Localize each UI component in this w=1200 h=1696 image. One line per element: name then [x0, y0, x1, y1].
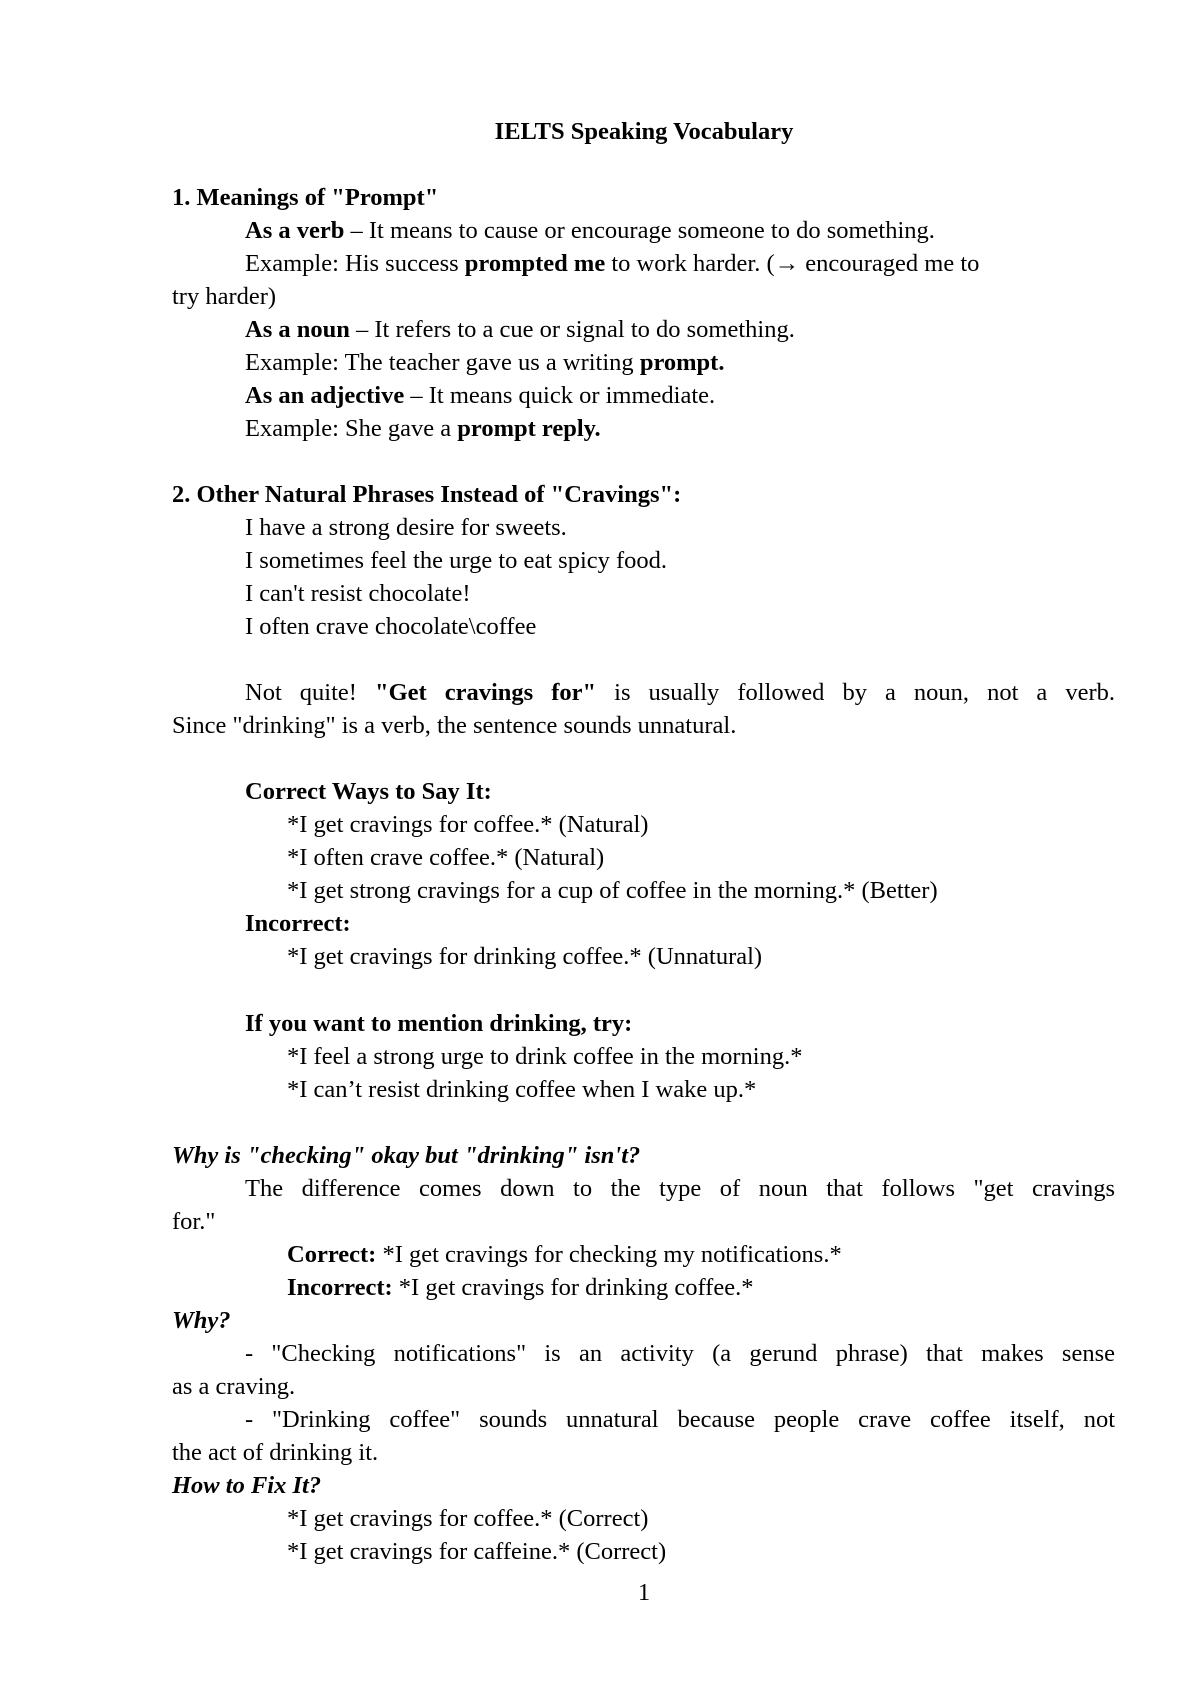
- note-line-1: [245, 678, 1115, 708]
- page-title: IELTS Speaking Vocabulary: [494, 118, 794, 145]
- adjective-example: [245, 414, 601, 444]
- why-intro-line-2: for.": [172, 1208, 216, 1235]
- noun-label: As a noun: [245, 316, 350, 343]
- verb-definition-text: – It means to cause or encourage someone to do something.: [344, 217, 935, 244]
- adjective-example-bold: prompt reply.: [457, 415, 601, 442]
- phrase-item: I have a strong desire for sweets.: [245, 514, 567, 541]
- correct-example: *I often crave coffee.* (Natural): [287, 844, 605, 871]
- section-2-heading: 2. Other Natural Phrases Instead of "Cravings":: [172, 481, 682, 508]
- adjective-definition-text: – It means quick or immediate.: [404, 382, 716, 409]
- note-tail: is usually followed by a noun, not a verb.: [596, 679, 1115, 706]
- drinking-tip-heading: If you want to mention drinking, try:: [245, 1010, 633, 1037]
- verb-example: [245, 249, 979, 279]
- why-correct-label: Correct:: [287, 1241, 377, 1268]
- why-incorrect: [287, 1273, 753, 1303]
- verb-definition: [245, 216, 935, 246]
- fix-item: *I get cravings for caffeine.* (Correct): [287, 1538, 667, 1565]
- noun-definition: [245, 315, 795, 345]
- reason-1-line-2: as a craving.: [172, 1373, 296, 1400]
- noun-example-lead: Example: The teacher gave us a writing: [245, 349, 640, 376]
- adjective-definition: [245, 381, 715, 411]
- correct-ways-heading: Correct Ways to Say It:: [245, 778, 492, 805]
- noun-example: [245, 348, 724, 378]
- fix-item: *I get cravings for coffee.* (Correct): [287, 1505, 649, 1532]
- why-intro-line-1: The difference comes down to the type of noun that follows "get cravings: [245, 1175, 1115, 1202]
- why-correct-text: *I get cravings for checking my notifications.*: [376, 1241, 842, 1268]
- verb-example-tail: to work harder. (→ encouraged me to: [605, 250, 980, 277]
- correct-example: *I get strong cravings for a cup of coffee in the morning.* (Better): [287, 877, 938, 904]
- why-incorrect-text: *I get cravings for drinking coffee.*: [392, 1274, 754, 1301]
- correct-example: *I get cravings for coffee.* (Natural): [287, 811, 649, 838]
- phrase-item: I sometimes feel the urge to eat spicy food.: [245, 547, 668, 574]
- section-1-heading: 1. Meanings of "Prompt": [172, 184, 439, 211]
- why-subheading: Why?: [172, 1307, 231, 1334]
- noun-example-bold: prompt.: [639, 349, 725, 376]
- incorrect-heading: Incorrect:: [245, 910, 351, 937]
- note-lead: Not quite!: [245, 679, 375, 706]
- why-incorrect-label: Incorrect:: [287, 1274, 393, 1301]
- verb-example-wrap: try harder): [172, 283, 277, 310]
- fix-heading: How to Fix It?: [172, 1472, 322, 1499]
- reason-1-line-1: - "Checking notifications" is an activity (a gerund phrase) that makes sense: [245, 1340, 1115, 1367]
- note-line-2: Since "drinking" is a verb, the sentence sounds unnatural.: [172, 712, 737, 739]
- reason-2-line-2: the act of drinking it.: [172, 1439, 379, 1466]
- phrase-item: I can't resist chocolate!: [245, 580, 471, 607]
- page-number: 1: [637, 1579, 651, 1606]
- note-bold: "Get cravings for": [374, 679, 597, 706]
- phrase-item: I often crave chocolate\coffee: [245, 613, 537, 640]
- incorrect-example: *I get cravings for drinking coffee.* (Unnatural): [287, 943, 763, 970]
- noun-definition-text: – It refers to a cue or signal to do something.: [349, 316, 795, 343]
- why-heading: Why is "checking" okay but "drinking" isn't?: [172, 1142, 641, 1169]
- adjective-example-lead: Example: She gave a: [245, 415, 458, 442]
- verb-example-lead: Example: His success: [245, 250, 465, 277]
- reason-2-line-1: - "Drinking coffee" sounds unnatural because people crave coffee itself, not: [245, 1406, 1115, 1433]
- adjective-label: As an adjective: [245, 382, 405, 409]
- drinking-tip-item: *I feel a strong urge to drink coffee in the morning.*: [287, 1043, 803, 1070]
- why-correct: [287, 1240, 842, 1270]
- verb-label: As a verb: [245, 217, 345, 244]
- verb-example-bold: prompted me: [464, 250, 606, 277]
- drinking-tip-item: *I can’t resist drinking coffee when I wake up.*: [287, 1076, 757, 1103]
